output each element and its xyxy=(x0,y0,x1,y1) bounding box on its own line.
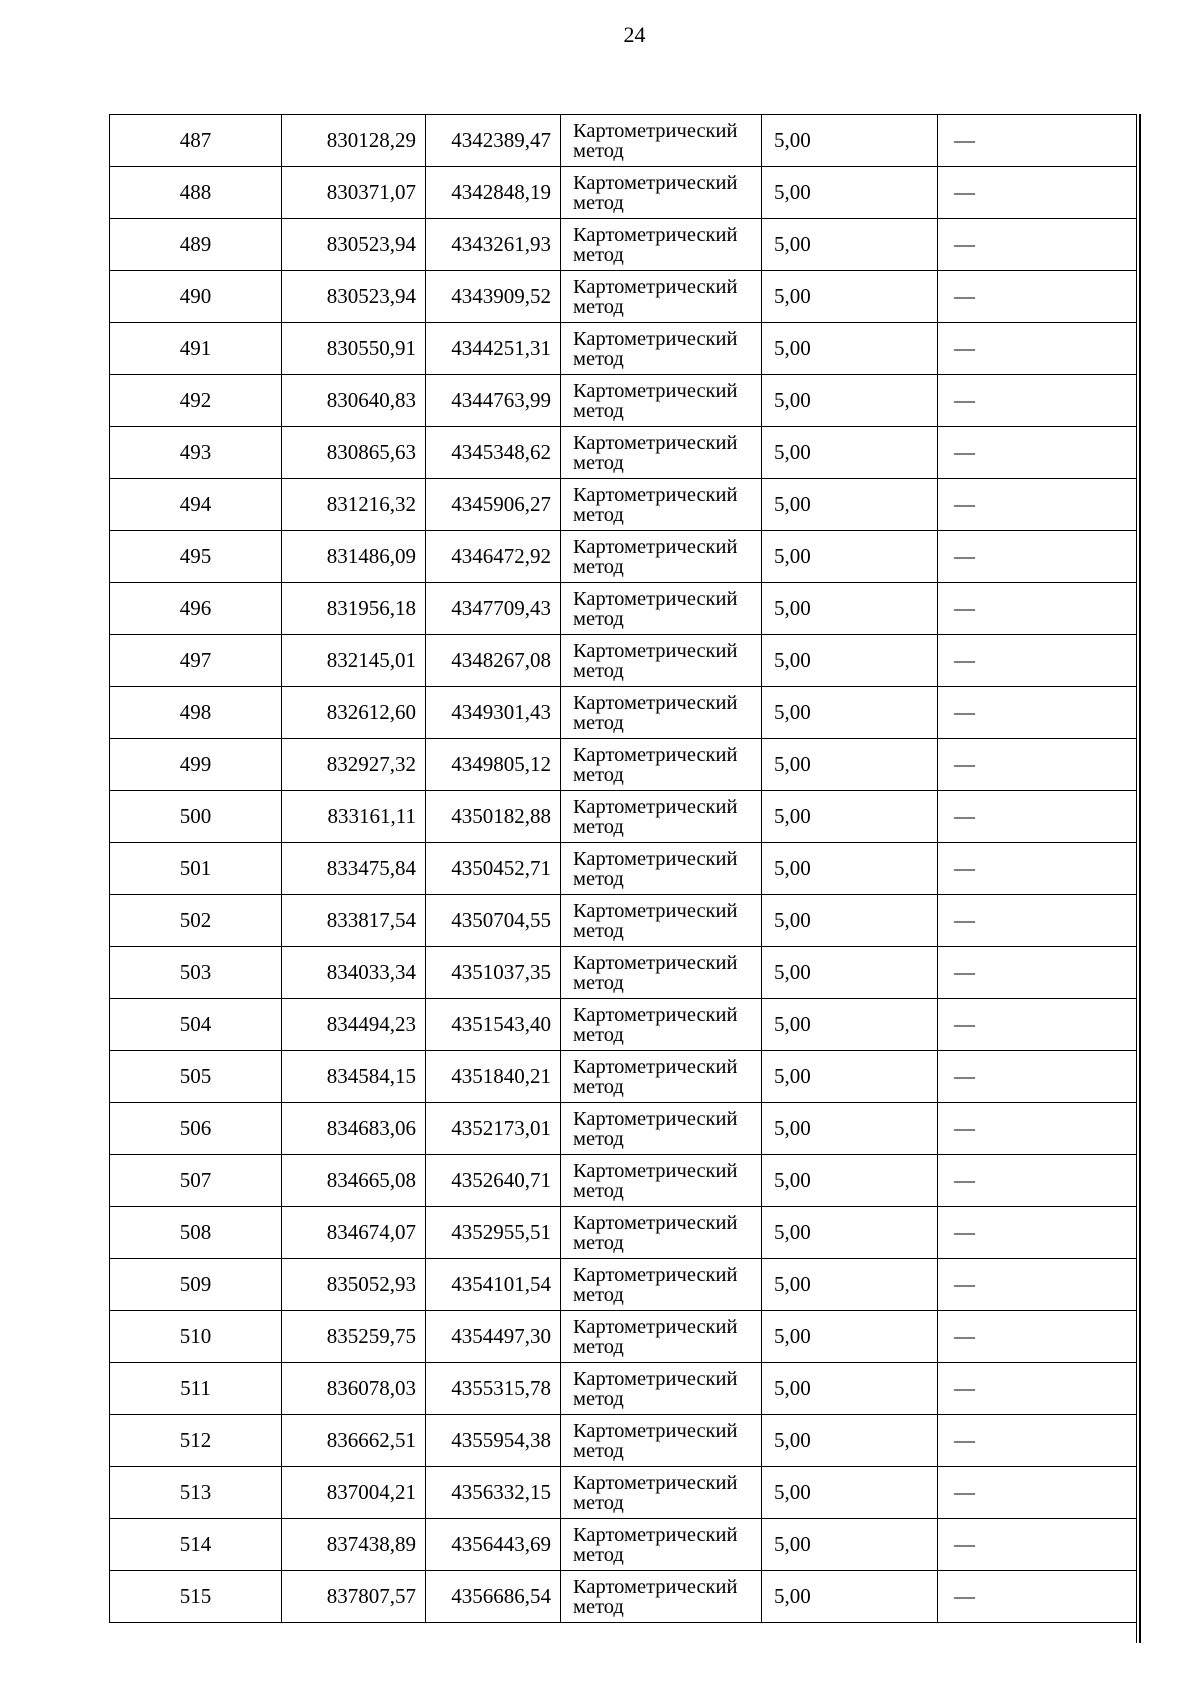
table-row xyxy=(110,531,1137,583)
x-coordinate-cell: 834683,06 xyxy=(282,1103,426,1155)
method-line-1: Картометрический xyxy=(573,1471,738,1494)
method-line-2: метод xyxy=(573,1023,624,1046)
accuracy-cell: 5,00 xyxy=(762,1207,938,1259)
method-cell xyxy=(561,947,762,999)
x-coordinate-cell: 831216,32 xyxy=(282,479,426,531)
point-number-cell: 513 xyxy=(110,1467,282,1519)
accuracy-cell: 5,00 xyxy=(762,1571,938,1623)
y-coordinate-cell: 4345906,27 xyxy=(426,479,561,531)
y-coordinate-cell: 4347709,43 xyxy=(426,583,561,635)
method-cell xyxy=(561,167,762,219)
description-cell: — xyxy=(938,1519,1137,1571)
table-row xyxy=(110,1051,1137,1103)
x-coordinate-cell: 830640,83 xyxy=(282,375,426,427)
y-coordinate-cell: 4350704,55 xyxy=(426,895,561,947)
point-number-cell: 490 xyxy=(110,271,282,323)
table-row xyxy=(110,1207,1137,1259)
method-cell xyxy=(561,531,762,583)
method-cell xyxy=(561,1311,762,1363)
method-line-2: метод xyxy=(573,1179,624,1202)
method-line-1: Картометрический xyxy=(573,119,738,142)
table-row xyxy=(110,1519,1137,1571)
accuracy-cell: 5,00 xyxy=(762,843,938,895)
method-cell xyxy=(561,479,762,531)
accuracy-cell: 5,00 xyxy=(762,479,938,531)
table-row xyxy=(110,791,1137,843)
description-cell: — xyxy=(938,427,1137,479)
x-coordinate-cell: 830550,91 xyxy=(282,323,426,375)
table-row xyxy=(110,219,1137,271)
method-cell xyxy=(561,323,762,375)
method-line-1: Картометрический xyxy=(573,327,738,350)
y-coordinate-cell: 4348267,08 xyxy=(426,635,561,687)
x-coordinate-cell: 832927,32 xyxy=(282,739,426,791)
x-coordinate-cell: 835259,75 xyxy=(282,1311,426,1363)
x-coordinate-cell: 831956,18 xyxy=(282,583,426,635)
x-coordinate-cell: 837807,57 xyxy=(282,1571,426,1623)
method-line-2: метод xyxy=(573,711,624,734)
accuracy-cell: 5,00 xyxy=(762,1051,938,1103)
accuracy-cell: 5,00 xyxy=(762,531,938,583)
accuracy-cell: 5,00 xyxy=(762,791,938,843)
method-line-1: Картометрический xyxy=(573,639,738,662)
description-cell: — xyxy=(938,1467,1137,1519)
description-cell: — xyxy=(938,1259,1137,1311)
y-coordinate-cell: 4356443,69 xyxy=(426,1519,561,1571)
accuracy-cell: 5,00 xyxy=(762,1415,938,1467)
table-row xyxy=(110,167,1137,219)
method-cell xyxy=(561,1467,762,1519)
y-coordinate-cell: 4342848,19 xyxy=(426,167,561,219)
method-cell xyxy=(561,1363,762,1415)
point-number-cell: 510 xyxy=(110,1311,282,1363)
table-row xyxy=(110,635,1137,687)
method-cell xyxy=(561,843,762,895)
method-line-1: Картометрический xyxy=(573,1523,738,1546)
accuracy-cell: 5,00 xyxy=(762,947,938,999)
method-line-2: метод xyxy=(573,243,624,266)
table-row xyxy=(110,999,1137,1051)
y-coordinate-cell: 4350182,88 xyxy=(426,791,561,843)
accuracy-cell: 5,00 xyxy=(762,1259,938,1311)
x-coordinate-cell: 834584,15 xyxy=(282,1051,426,1103)
method-line-1: Картометрический xyxy=(573,1575,738,1598)
table-row xyxy=(110,1311,1137,1363)
method-line-1: Картометрический xyxy=(573,275,738,298)
y-coordinate-cell: 4345348,62 xyxy=(426,427,561,479)
description-cell: — xyxy=(938,895,1137,947)
point-number-cell: 487 xyxy=(110,115,282,167)
y-coordinate-cell: 4352173,01 xyxy=(426,1103,561,1155)
x-coordinate-cell: 832145,01 xyxy=(282,635,426,687)
x-coordinate-cell: 830128,29 xyxy=(282,115,426,167)
method-line-2: метод xyxy=(573,971,624,994)
x-coordinate-cell: 836662,51 xyxy=(282,1415,426,1467)
method-line-1: Картометрический xyxy=(573,535,738,558)
table-row xyxy=(110,1103,1137,1155)
point-number-cell: 515 xyxy=(110,1571,282,1623)
method-line-2: метод xyxy=(573,555,624,578)
table-row xyxy=(110,1155,1137,1207)
accuracy-cell: 5,00 xyxy=(762,1363,938,1415)
description-cell: — xyxy=(938,687,1137,739)
method-line-1: Картометрический xyxy=(573,223,738,246)
method-line-2: метод xyxy=(573,1335,624,1358)
table-row xyxy=(110,1415,1137,1467)
y-coordinate-cell: 4351840,21 xyxy=(426,1051,561,1103)
method-line-2: метод xyxy=(573,607,624,630)
table-row xyxy=(110,1467,1137,1519)
description-cell: — xyxy=(938,739,1137,791)
point-number-cell: 489 xyxy=(110,219,282,271)
point-number-cell: 507 xyxy=(110,1155,282,1207)
description-cell: — xyxy=(938,999,1137,1051)
accuracy-cell: 5,00 xyxy=(762,1155,938,1207)
point-number-cell: 497 xyxy=(110,635,282,687)
description-cell: — xyxy=(938,635,1137,687)
method-cell xyxy=(561,1207,762,1259)
description-cell: — xyxy=(938,1103,1137,1155)
y-coordinate-cell: 4344763,99 xyxy=(426,375,561,427)
method-line-2: метод xyxy=(573,815,624,838)
method-line-2: метод xyxy=(573,1127,624,1150)
table-row xyxy=(110,427,1137,479)
x-coordinate-cell: 832612,60 xyxy=(282,687,426,739)
x-coordinate-cell: 837438,89 xyxy=(282,1519,426,1571)
y-coordinate-cell: 4355954,38 xyxy=(426,1415,561,1467)
table-row xyxy=(110,739,1137,791)
description-cell: — xyxy=(938,479,1137,531)
table-row xyxy=(110,271,1137,323)
method-cell xyxy=(561,895,762,947)
method-line-2: метод xyxy=(573,295,624,318)
method-cell xyxy=(561,583,762,635)
description-cell: — xyxy=(938,271,1137,323)
table-row xyxy=(110,1571,1137,1623)
point-number-cell: 499 xyxy=(110,739,282,791)
method-line-2: метод xyxy=(573,1075,624,1098)
description-cell: — xyxy=(938,791,1137,843)
description-cell: — xyxy=(938,167,1137,219)
point-number-cell: 488 xyxy=(110,167,282,219)
x-coordinate-cell: 833475,84 xyxy=(282,843,426,895)
y-coordinate-cell: 4354101,54 xyxy=(426,1259,561,1311)
coordinates-table xyxy=(109,114,1137,1623)
point-number-cell: 494 xyxy=(110,479,282,531)
y-coordinate-cell: 4352640,71 xyxy=(426,1155,561,1207)
description-cell: — xyxy=(938,375,1137,427)
method-cell xyxy=(561,1259,762,1311)
accuracy-cell: 5,00 xyxy=(762,375,938,427)
x-coordinate-cell: 834665,08 xyxy=(282,1155,426,1207)
y-coordinate-cell: 4349805,12 xyxy=(426,739,561,791)
method-line-1: Картометрический xyxy=(573,431,738,454)
method-line-1: Картометрический xyxy=(573,847,738,870)
method-line-2: метод xyxy=(573,399,624,422)
accuracy-cell: 5,00 xyxy=(762,219,938,271)
x-coordinate-cell: 837004,21 xyxy=(282,1467,426,1519)
method-cell xyxy=(561,1051,762,1103)
method-cell xyxy=(561,375,762,427)
description-cell: — xyxy=(938,843,1137,895)
method-line-1: Картометрический xyxy=(573,1263,738,1286)
method-cell xyxy=(561,219,762,271)
y-coordinate-cell: 4350452,71 xyxy=(426,843,561,895)
point-number-cell: 508 xyxy=(110,1207,282,1259)
method-line-2: метод xyxy=(573,347,624,370)
description-cell: — xyxy=(938,115,1137,167)
table-body xyxy=(110,115,1137,1623)
point-number-cell: 511 xyxy=(110,1363,282,1415)
method-line-1: Картометрический xyxy=(573,1419,738,1442)
x-coordinate-cell: 830865,63 xyxy=(282,427,426,479)
x-coordinate-cell: 830371,07 xyxy=(282,167,426,219)
point-number-cell: 503 xyxy=(110,947,282,999)
accuracy-cell: 5,00 xyxy=(762,427,938,479)
point-number-cell: 495 xyxy=(110,531,282,583)
y-coordinate-cell: 4349301,43 xyxy=(426,687,561,739)
description-cell: — xyxy=(938,1571,1137,1623)
method-line-1: Картометрический xyxy=(573,795,738,818)
method-cell xyxy=(561,271,762,323)
method-line-2: метод xyxy=(573,919,624,942)
description-cell: — xyxy=(938,323,1137,375)
method-line-1: Картометрический xyxy=(573,1159,738,1182)
method-cell xyxy=(561,1155,762,1207)
accuracy-cell: 5,00 xyxy=(762,1467,938,1519)
accuracy-cell: 5,00 xyxy=(762,635,938,687)
table-row xyxy=(110,947,1137,999)
point-number-cell: 493 xyxy=(110,427,282,479)
method-line-1: Картометрический xyxy=(573,1107,738,1130)
point-number-cell: 509 xyxy=(110,1259,282,1311)
method-line-1: Картометрический xyxy=(573,899,738,922)
table-row xyxy=(110,843,1137,895)
y-coordinate-cell: 4343909,52 xyxy=(426,271,561,323)
description-cell: — xyxy=(938,1415,1137,1467)
method-line-2: метод xyxy=(573,1439,624,1462)
accuracy-cell: 5,00 xyxy=(762,167,938,219)
y-coordinate-cell: 4352955,51 xyxy=(426,1207,561,1259)
accuracy-cell: 5,00 xyxy=(762,583,938,635)
description-cell: — xyxy=(938,219,1137,271)
method-cell xyxy=(561,1571,762,1623)
accuracy-cell: 5,00 xyxy=(762,115,938,167)
y-coordinate-cell: 4355315,78 xyxy=(426,1363,561,1415)
table-row xyxy=(110,375,1137,427)
method-line-2: метод xyxy=(573,867,624,890)
method-cell xyxy=(561,1415,762,1467)
y-coordinate-cell: 4344251,31 xyxy=(426,323,561,375)
point-number-cell: 501 xyxy=(110,843,282,895)
method-line-2: метод xyxy=(573,1491,624,1514)
method-cell xyxy=(561,1519,762,1571)
table-row xyxy=(110,583,1137,635)
x-coordinate-cell: 836078,03 xyxy=(282,1363,426,1415)
accuracy-cell: 5,00 xyxy=(762,323,938,375)
x-coordinate-cell: 834494,23 xyxy=(282,999,426,1051)
x-coordinate-cell: 830523,94 xyxy=(282,271,426,323)
point-number-cell: 512 xyxy=(110,1415,282,1467)
method-line-1: Картометрический xyxy=(573,483,738,506)
method-line-2: метод xyxy=(573,1387,624,1410)
method-line-1: Картометрический xyxy=(573,1055,738,1078)
page-number: 24 xyxy=(623,22,646,47)
accuracy-cell: 5,00 xyxy=(762,687,938,739)
method-line-1: Картометрический xyxy=(573,691,738,714)
table-row xyxy=(110,895,1137,947)
method-cell xyxy=(561,115,762,167)
point-number-cell: 500 xyxy=(110,791,282,843)
description-cell: — xyxy=(938,947,1137,999)
point-number-cell: 514 xyxy=(110,1519,282,1571)
method-line-2: метод xyxy=(573,503,624,526)
method-line-2: метод xyxy=(573,191,624,214)
y-coordinate-cell: 4356332,15 xyxy=(426,1467,561,1519)
accuracy-cell: 5,00 xyxy=(762,1311,938,1363)
y-coordinate-cell: 4351543,40 xyxy=(426,999,561,1051)
table-right-border xyxy=(1136,114,1141,1643)
point-number-cell: 505 xyxy=(110,1051,282,1103)
y-coordinate-cell: 4343261,93 xyxy=(426,219,561,271)
y-coordinate-cell: 4342389,47 xyxy=(426,115,561,167)
description-cell: — xyxy=(938,1363,1137,1415)
method-cell xyxy=(561,427,762,479)
method-line-2: метод xyxy=(573,1283,624,1306)
accuracy-cell: 5,00 xyxy=(762,999,938,1051)
accuracy-cell: 5,00 xyxy=(762,271,938,323)
table-row xyxy=(110,1363,1137,1415)
point-number-cell: 506 xyxy=(110,1103,282,1155)
method-cell xyxy=(561,791,762,843)
point-number-cell: 492 xyxy=(110,375,282,427)
y-coordinate-cell: 4356686,54 xyxy=(426,1571,561,1623)
y-coordinate-cell: 4354497,30 xyxy=(426,1311,561,1363)
method-line-1: Картометрический xyxy=(573,171,738,194)
point-number-cell: 502 xyxy=(110,895,282,947)
point-number-cell: 504 xyxy=(110,999,282,1051)
method-cell xyxy=(561,635,762,687)
method-cell xyxy=(561,1103,762,1155)
accuracy-cell: 5,00 xyxy=(762,1519,938,1571)
method-line-1: Картометрический xyxy=(573,379,738,402)
method-line-1: Картометрический xyxy=(573,1003,738,1026)
table-row xyxy=(110,479,1137,531)
accuracy-cell: 5,00 xyxy=(762,739,938,791)
x-coordinate-cell: 834033,34 xyxy=(282,947,426,999)
y-coordinate-cell: 4351037,35 xyxy=(426,947,561,999)
method-cell xyxy=(561,999,762,1051)
description-cell: — xyxy=(938,583,1137,635)
method-cell xyxy=(561,739,762,791)
description-cell: — xyxy=(938,1051,1137,1103)
x-coordinate-cell: 831486,09 xyxy=(282,531,426,583)
point-number-cell: 496 xyxy=(110,583,282,635)
method-line-2: метод xyxy=(573,139,624,162)
description-cell: — xyxy=(938,531,1137,583)
table-row xyxy=(110,115,1137,167)
method-line-1: Картометрический xyxy=(573,1315,738,1338)
method-line-2: метод xyxy=(573,1231,624,1254)
method-line-2: метод xyxy=(573,1595,624,1618)
accuracy-cell: 5,00 xyxy=(762,895,938,947)
y-coordinate-cell: 4346472,92 xyxy=(426,531,561,583)
method-cell xyxy=(561,687,762,739)
x-coordinate-cell: 833817,54 xyxy=(282,895,426,947)
point-number-cell: 491 xyxy=(110,323,282,375)
x-coordinate-cell: 833161,11 xyxy=(282,791,426,843)
table-row xyxy=(110,1259,1137,1311)
method-line-1: Картометрический xyxy=(573,951,738,974)
method-line-2: метод xyxy=(573,659,624,682)
description-cell: — xyxy=(938,1207,1137,1259)
method-line-2: метод xyxy=(573,451,624,474)
x-coordinate-cell: 830523,94 xyxy=(282,219,426,271)
accuracy-cell: 5,00 xyxy=(762,1103,938,1155)
x-coordinate-cell: 834674,07 xyxy=(282,1207,426,1259)
description-cell: — xyxy=(938,1155,1137,1207)
x-coordinate-cell: 835052,93 xyxy=(282,1259,426,1311)
method-line-1: Картометрический xyxy=(573,1211,738,1234)
method-line-1: Картометрический xyxy=(573,1367,738,1390)
method-line-2: метод xyxy=(573,763,624,786)
point-number-cell: 498 xyxy=(110,687,282,739)
table-row xyxy=(110,323,1137,375)
table-row xyxy=(110,687,1137,739)
method-line-2: метод xyxy=(573,1543,624,1566)
method-line-1: Картометрический xyxy=(573,587,738,610)
method-line-1: Картометрический xyxy=(573,743,738,766)
description-cell: — xyxy=(938,1311,1137,1363)
